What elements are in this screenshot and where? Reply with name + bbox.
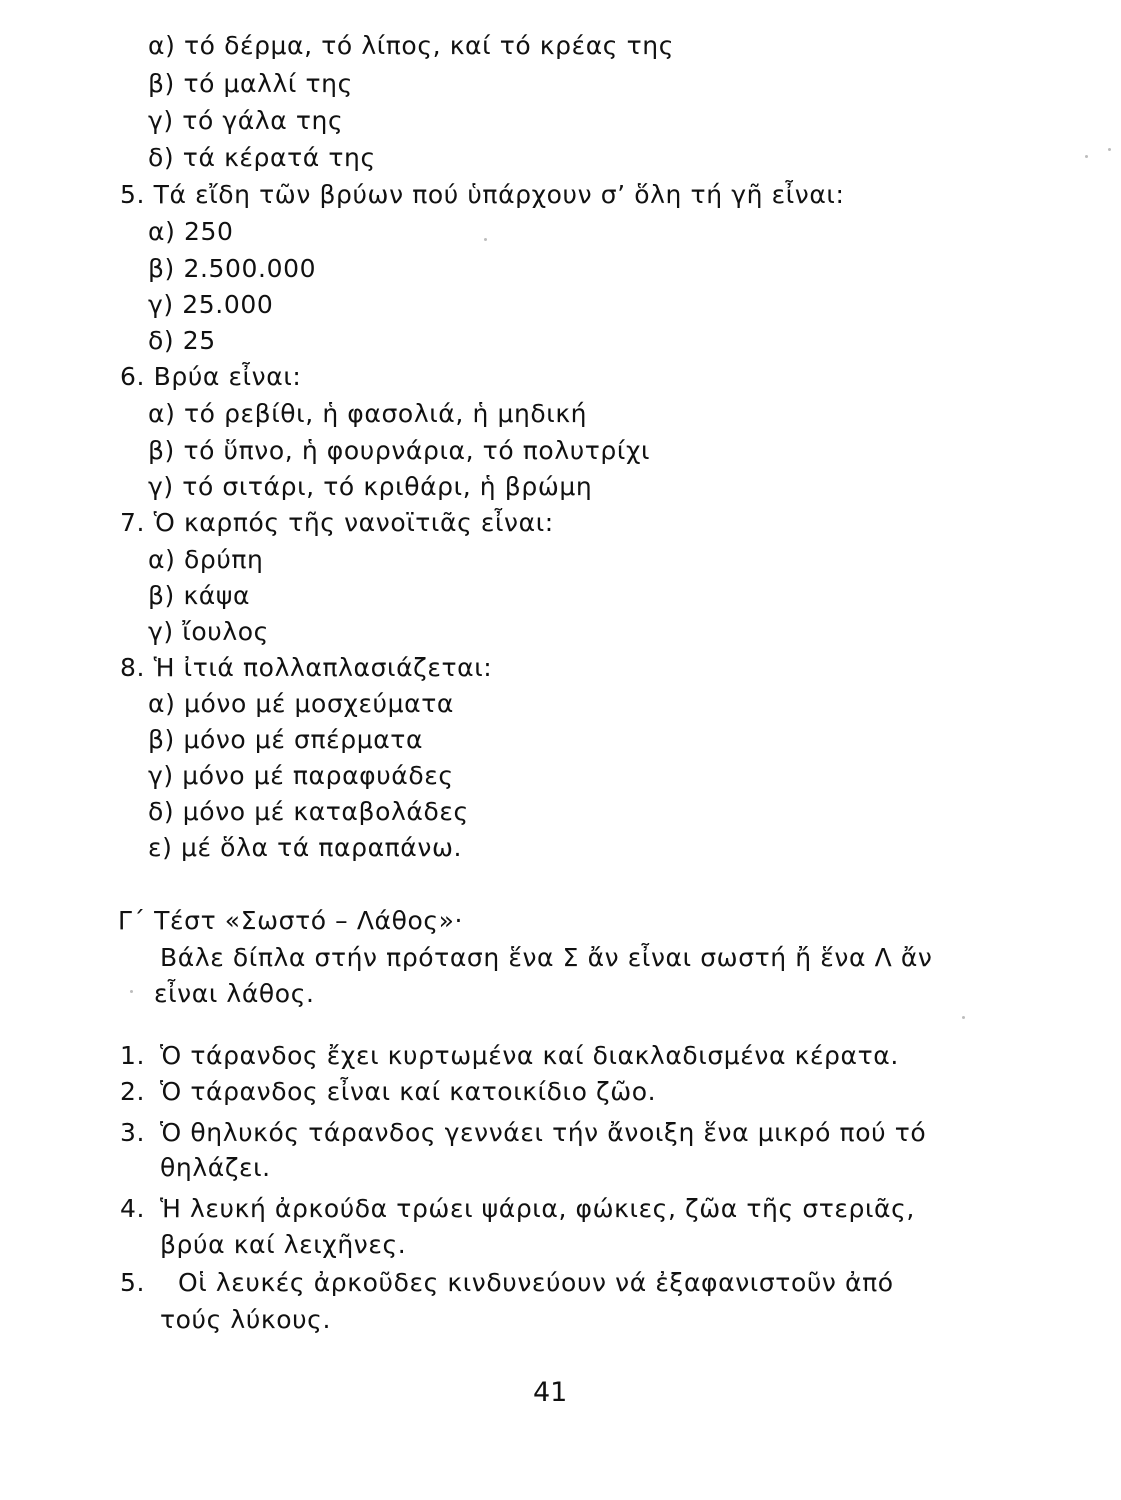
section-c-instruction-line1: Βάλε δίπλα στήν πρόταση ἕνα Σ ἄν εἶναι σωστή ἤ ἕνα Λ ἄν [160,943,933,972]
scan-speck [1085,155,1088,158]
q4-option-d: δ) τά κέρατά της [148,143,376,172]
q5-option-a: α) 250 [148,217,234,246]
scan-speck [484,238,487,241]
q7-option-b: β) κάψα [148,581,251,610]
q8-option-a: α) μόνο μέ μοσχεύματα [148,689,454,718]
q5-option-c: γ) 25.000 [148,290,274,319]
section-c-instruction-line2: εἶναι λάθος. [154,979,315,1008]
tf-item-4-line2: βρύα καί λειχῆνες. [160,1230,407,1259]
q4-option-a: α) τό δέρμα, τό λίπος, καί τό κρέας της [148,31,674,60]
scan-speck [962,1016,965,1019]
section-c-heading: Γ΄ Τέστ «Σωστό – Λάθος»· [118,906,464,935]
tf-item-3-line2: θηλάζει. [160,1153,271,1182]
tf-item-3-number: 3. [120,1118,146,1147]
tf-item-4-line1: Ἡ λευκή ἀρκούδα τρώει ψάρια, φώκιες, ζῶα τῆς στεριᾶς, [160,1194,915,1223]
q8-option-b: β) μόνο μέ σπέρματα [148,725,424,754]
q6-option-c: γ) τό σιτάρι, τό κριθάρι, ἡ βρώμη [148,472,593,501]
scan-speck [1108,148,1111,151]
q8-question: 8. Ἡ ἰτιά πολλαπλασιάζεται: [120,653,493,682]
tf-item-4-number: 4. [120,1194,146,1223]
q5-option-d: δ) 25 [148,326,216,355]
tf-item-2-line1: Ὁ τάρανδος εἶναι καί κατοικίδιο ζῶο. [160,1077,657,1106]
q4-option-b: β) τό μαλλί της [148,69,353,98]
q5-option-b: β) 2.500.000 [148,254,317,283]
q6-option-b: β) τό ὕπνο, ἡ φουρνάρια, τό πολυτρίχι [148,436,651,465]
scan-speck [130,990,133,993]
q6-question: 6. Βρύα εἶναι: [120,362,302,391]
q6-option-a: α) τό ρεβίθι, ἡ φασολιά, ἡ μηδική [148,399,588,428]
q8-option-c: γ) μόνο μέ παραφυάδες [148,761,454,790]
tf-item-3-line1: Ὁ θηλυκός τάρανδος γεννάει τήν ἄνοιξη ἕνα μικρό πού τό [160,1118,927,1147]
q4-option-c: γ) τό γάλα της [148,106,344,135]
tf-item-5-line2: τούς λύκους. [160,1305,332,1334]
tf-item-5-number: 5. [120,1268,146,1297]
q7-option-a: α) δρύπη [148,545,264,574]
q5-question: 5. Τά εἴδη τῶν βρύων πού ὑπάρχουν σ’ ὅλη τή γῆ εἶναι: [120,180,845,209]
tf-item-1-line1: Ὁ τάρανδος ἔχει κυρτωμένα καί διακλαδισμένα κέρατα. [160,1041,899,1070]
tf-item-1-number: 1. [120,1041,146,1070]
q8-option-d: δ) μόνο μέ καταβολάδες [148,797,469,826]
page-number: 41 [533,1377,568,1408]
tf-item-2-number: 2. [120,1077,146,1106]
tf-item-5-line1: Οἱ λευκές ἀρκοῦδες κινδυνεύουν νά ἐξαφανιστοῦν ἀπό [178,1268,894,1297]
q7-option-c: γ) ἴουλος [148,617,269,646]
q8-option-e: ε) μέ ὅλα τά παραπάνω. [148,833,463,862]
q7-question: 7. Ὁ καρπός τῆς νανοϊτιᾶς εἶναι: [120,508,554,537]
